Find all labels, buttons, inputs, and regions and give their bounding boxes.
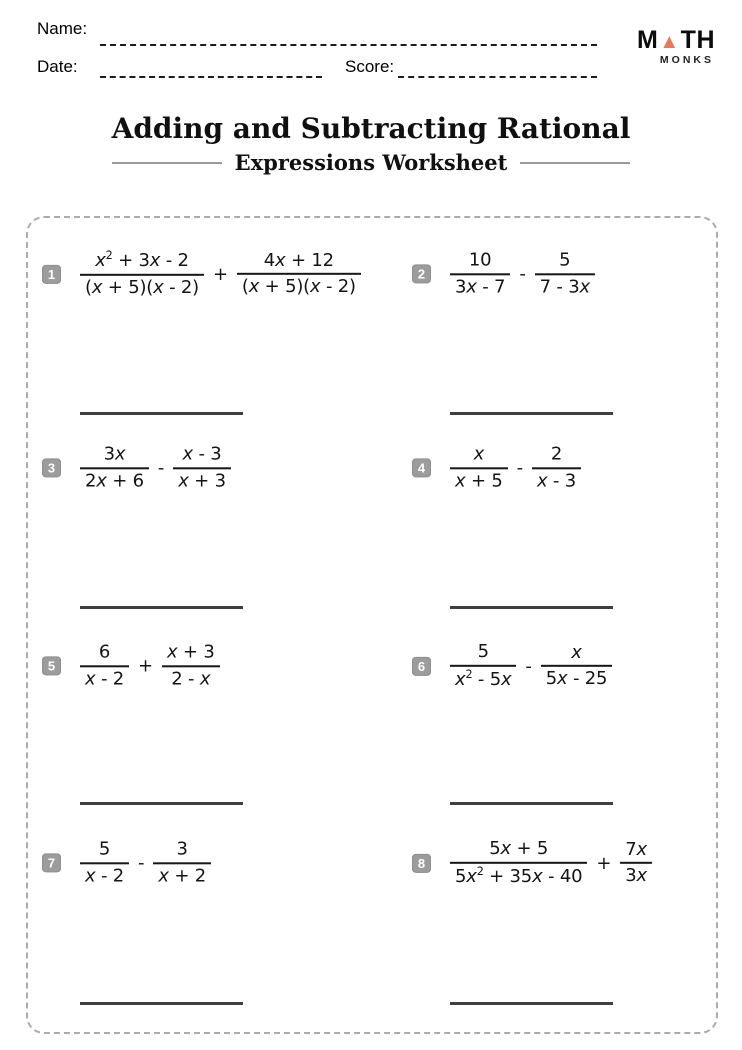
answer-line	[450, 412, 613, 415]
problem-5	[42, 642, 220, 689]
numerator: x - 3	[182, 443, 222, 465]
title-rule-left	[112, 162, 222, 164]
operator: -	[519, 263, 526, 285]
name-input-line	[100, 44, 597, 46]
numerator: 3x	[103, 443, 126, 465]
answer-line	[450, 1002, 613, 1005]
answer-line	[80, 1002, 243, 1005]
numerator: 5	[559, 249, 571, 271]
logo-text-m: M	[637, 26, 659, 54]
denominator: 3x - 7	[455, 276, 506, 297]
fraction	[450, 642, 516, 690]
denominator: $x^2 - 5x$	[455, 667, 512, 690]
operator: +	[138, 655, 153, 677]
problem-1	[42, 250, 361, 298]
math-expression	[80, 839, 211, 886]
title-rule-right	[520, 162, 630, 164]
problem-2	[412, 250, 595, 297]
date-label: Date:	[37, 57, 78, 76]
answer-line	[80, 802, 243, 805]
numerator: x + 3	[166, 641, 215, 663]
title-block	[0, 112, 742, 175]
denominator: x + 5	[455, 470, 503, 491]
problem-4	[412, 444, 581, 491]
problem-number-badge: 5	[42, 657, 61, 676]
problems-box	[26, 216, 718, 1034]
worksheet-title-line2: Expressions Worksheet	[234, 150, 508, 175]
operator: +	[596, 852, 612, 874]
fraction	[541, 642, 613, 689]
problem-number-badge: 4	[412, 459, 431, 478]
logo-wordmark	[637, 26, 715, 55]
operator: -	[525, 655, 532, 677]
operator: -	[157, 457, 165, 479]
denominator: x + 3	[178, 470, 226, 491]
numerator: 7x	[625, 838, 647, 860]
fraction	[535, 250, 595, 297]
numerator: 10	[468, 249, 492, 271]
operator: +	[212, 263, 228, 285]
answer-line	[80, 412, 243, 415]
math-expression	[450, 250, 595, 297]
problem-number-badge: 3	[42, 459, 61, 478]
fraction	[450, 444, 508, 491]
problem-number-badge: 8	[412, 854, 431, 873]
numerator: x	[571, 641, 582, 663]
fraction	[153, 839, 211, 886]
numerator: 2	[550, 443, 563, 465]
math-monks-logo	[637, 26, 715, 66]
answer-line	[450, 606, 613, 609]
operator: -	[516, 457, 523, 479]
score-input-line	[398, 76, 597, 78]
fraction	[80, 642, 129, 689]
denominator: 3x	[625, 865, 647, 886]
denominator: 5x - 25	[545, 668, 608, 689]
answer-line	[450, 802, 613, 805]
worksheet-title-line1: Adding and Subtracting Rational	[111, 112, 631, 145]
logo-text-monks: MONKS	[659, 54, 714, 66]
numerator: 5	[477, 640, 489, 662]
problem-8	[412, 839, 652, 887]
name-label: Name:	[37, 19, 88, 38]
problem-number-badge: 2	[412, 265, 431, 284]
problem-number-badge: 6	[412, 657, 431, 676]
math-expression	[450, 642, 612, 690]
fraction	[532, 444, 581, 491]
logo-triangle-icon: ▲	[659, 31, 680, 53]
operator: -	[138, 852, 145, 874]
math-expression	[80, 642, 220, 689]
fraction	[162, 642, 220, 689]
answer-line	[80, 606, 243, 609]
denominator: (x + 5)(x - 2)	[85, 276, 199, 298]
fraction	[237, 250, 361, 297]
fraction	[173, 444, 231, 491]
problem-6	[412, 642, 612, 690]
denominator: 7 - 3x	[539, 276, 590, 297]
math-expression	[80, 444, 231, 491]
denominator: 2x + 6	[85, 470, 144, 491]
numerator: x	[473, 443, 485, 465]
numerator: 3	[176, 838, 188, 860]
denominator: 2 - x	[171, 668, 211, 689]
problem-7	[42, 839, 211, 886]
numerator: 5	[98, 838, 111, 860]
fraction	[80, 250, 204, 298]
fraction	[450, 839, 587, 887]
fraction	[80, 444, 149, 491]
math-expression	[450, 444, 581, 491]
math-expression	[80, 250, 361, 298]
denominator: $5x^2 + 35x - 40$	[455, 864, 583, 887]
problem-3	[42, 444, 231, 491]
numerator: 5x + 5	[489, 837, 549, 859]
score-label: Score:	[345, 57, 395, 76]
numerator: $x^2 + 3x - 2$	[95, 248, 189, 271]
problem-number-badge: 7	[42, 854, 61, 873]
numerator: 6	[98, 641, 111, 663]
numerator: 4x + 12	[263, 249, 334, 271]
fraction	[80, 839, 129, 886]
fraction	[450, 250, 510, 297]
denominator: x + 2	[158, 865, 206, 886]
logo-text-th: TH	[680, 26, 715, 54]
math-expression	[450, 839, 652, 887]
date-input-line	[100, 76, 322, 78]
denominator: x - 2	[85, 668, 125, 689]
fraction	[620, 839, 652, 886]
denominator: x - 3	[536, 470, 576, 491]
denominator: (x + 5)(x - 2)	[241, 276, 356, 297]
problem-number-badge: 1	[42, 265, 61, 284]
denominator: x - 2	[85, 865, 125, 886]
